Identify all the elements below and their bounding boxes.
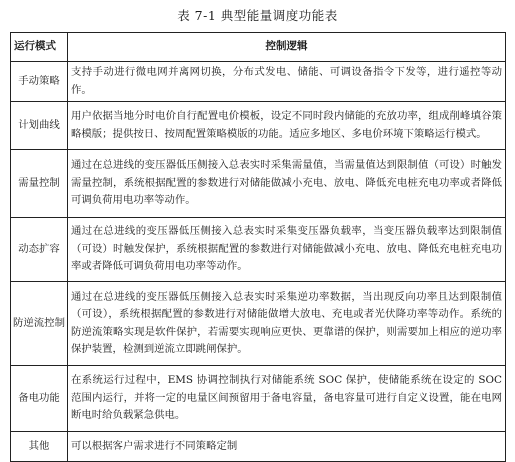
energy-dispatch-table [10, 32, 506, 462]
logic-cell: 通过在总进线的变压器低压侧接入总表实时采集需量值，当需量值达到限制值（可设）时触发需量控制，系统根据配置的参数进行对储能做减小充电、放电、降低充电桩充电功率或者降低可调负荷用电功率等动作。 [68, 150, 506, 218]
table-row-schedule [11, 102, 506, 150]
mode-cell: 其他 [11, 432, 68, 462]
mode-cell: 备电功能 [11, 366, 68, 432]
table-row-manual [11, 62, 506, 102]
table-row-backup [11, 366, 506, 432]
table-row-demand [11, 150, 506, 218]
logic-cell: 在系统运行过程中，EMS 协调控制执行对储能系统 SOC 保护，使储能系统在设定的 SOC 范围内运行，并将一定的电量区间预留用于备电容量，备电容量可进行自定义设置，能在电网断电时给负载紧急供电。 [68, 366, 506, 432]
logic-cell: 可以根据客户需求进行不同策略定制 [68, 432, 506, 462]
logic-cell: 支持手动进行微电网并离网切换，分布式发电、储能、可调设备指令下发等，进行遥控等动作。 [68, 62, 506, 102]
mode-cell: 动态扩容 [11, 218, 68, 282]
header-logic: 控制逻辑 [68, 33, 506, 62]
logic-cell: 用户依据当地分时电价自行配置电价模板，设定不同时段内储能的充放功率，组成削峰填谷策略模版；提供按日、按周配置策略模版的功能。适应多地区、多电价环境下策略运行模式。 [68, 102, 506, 150]
table-header-row [11, 33, 506, 62]
table-caption: 表 7-1 典型能量调度功能表 [177, 8, 338, 23]
table-row-other [11, 432, 506, 462]
table-row-expansion [11, 218, 506, 282]
header-mode: 运行模式 [11, 33, 68, 62]
table-row-antireverse [11, 282, 506, 366]
mode-cell: 手动策略 [11, 62, 68, 102]
logic-cell: 通过在总进线的变压器低压侧接入总表实时采集逆功率数据，当出现反向功率且达到限制值（可设），系统根据配置的参数进行对储能做增大放电、充电或者光伏降功率等动作。系统的防逆流策略实现是软件保护，若需要实现响应更快、更靠谱的保护，则需要加上相应的逆功率保护装置，检测到逆流立即跳闸保护。 [68, 282, 506, 366]
mode-cell: 需量控制 [11, 150, 68, 218]
mode-cell: 计划曲线 [11, 102, 68, 150]
logic-cell: 通过在总进线的变压器低压侧接入总表实时采集变压器负载率，当变压器负载率达到限制值（可设）时触发保护，系统根据配置的参数进行对储能做减小充电、放电、降低充电桩充电功率或者降低可调负荷用电功率等动作。 [68, 218, 506, 282]
mode-cell: 防逆流控制 [11, 282, 68, 366]
